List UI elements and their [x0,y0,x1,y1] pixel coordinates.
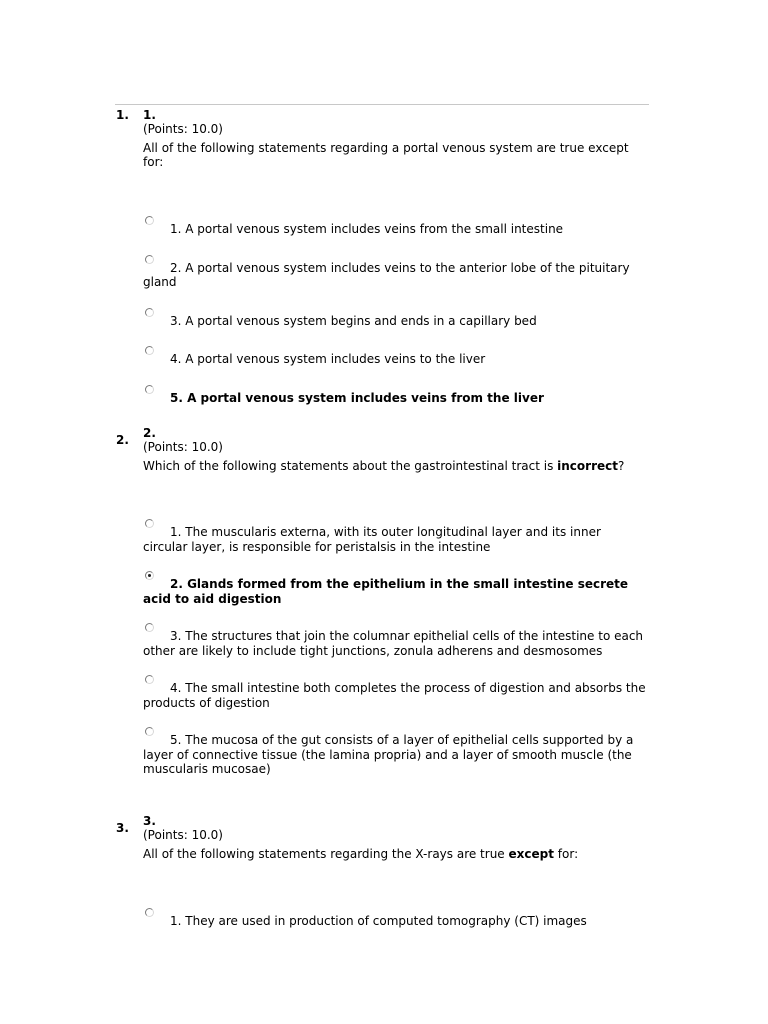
question-2 [143,426,648,473]
question-3-title: 3. [143,814,156,828]
question-2-choice-4[interactable] [143,681,648,710]
question-1 [143,108,648,169]
radio-button[interactable] [145,623,154,632]
question-3-stem [143,847,648,861]
question-3-choice-1[interactable] [143,914,648,929]
question-2-number: 2. [116,433,129,447]
choice-label: 3. A portal venous system begins and ends in a capillary bed [170,313,537,328]
choice-label: 1. The muscularis externa, with its outer longitudinal layer and its inner circular layer, is responsible for peristalsis in the intestine [143,525,601,554]
radio-button[interactable] [145,385,154,394]
question-1-title: 1. [143,108,156,122]
question-1-choice-1[interactable] [143,222,648,237]
question-2-points: (Points: 10.0) [143,440,223,454]
question-2-choice-1[interactable] [143,525,648,554]
radio-button[interactable] [145,727,154,736]
question-1-choice-3[interactable] [143,314,648,329]
question-1-choices [143,222,648,405]
question-3-stem-text: All of the following statements regarding the X-rays are true [143,847,509,861]
radio-button-selected[interactable] [145,571,154,580]
question-3-points: (Points: 10.0) [143,828,223,842]
radio-button[interactable] [145,308,154,317]
question-1-points: (Points: 10.0) [143,122,223,136]
radio-button[interactable] [145,346,154,355]
question-2-title: 2. [143,426,156,440]
choice-label: 4. The small intestine both completes the process of digestion and absorbs the products of digestion [143,681,646,710]
radio-button[interactable] [145,675,154,684]
question-2-stem-emphasis: incorrect [557,459,618,473]
question-3 [143,814,648,861]
question-1-choice-5[interactable] [143,391,648,406]
question-1-choice-2[interactable] [143,261,648,290]
question-3-stem-emphasis: except [508,847,554,861]
question-2-stem-text: Which of the following statements about the gastrointestinal tract is [143,459,558,473]
question-2-choice-5[interactable] [143,733,648,777]
choice-label: 2. Glands formed from the epithelium in the small intestine secrete acid to aid digestion [143,577,629,606]
question-1-choice-4[interactable] [143,352,648,367]
question-2-stem-tail: ? [617,459,625,473]
question-3-choices [143,914,648,929]
radio-button[interactable] [145,255,154,264]
choice-label: 1. A portal venous system includes veins from the small intestine [170,222,564,236]
top-divider [115,104,649,105]
radio-button[interactable] [145,908,154,917]
choice-label: 5. A portal venous system includes veins from the liver [170,390,544,405]
radio-button[interactable] [145,519,154,528]
choice-label: 5. The mucosa of the gut consists of a layer of epithelial cells supported by a layer of connective tissue (the lamina propria) and a layer of smooth muscle (the muscularis mucosae) [143,733,634,776]
choice-label: 2. A portal venous system includes veins to the anterior lobe of the pituitary gland [143,260,630,289]
radio-button[interactable] [145,216,154,225]
question-2-choices [143,525,648,777]
choice-label: 4. A portal venous system includes veins to the liver [170,352,486,366]
question-2-choice-2[interactable] [143,577,648,606]
question-3-stem-tail: for: [553,847,579,861]
question-1-stem-text: All of the following statements regarding a portal venous system are true except for: [143,141,629,169]
question-2-stem [143,459,648,473]
question-1-number: 1. [116,108,129,122]
question-3-number: 3. [116,821,129,835]
question-2-choice-3[interactable] [143,629,648,658]
question-1-stem [143,141,648,169]
choice-label: 1. They are used in production of computed tomography (CT) images [170,914,587,928]
choice-label: 3. The structures that join the columnar epithelial cells of the intestine to each other are likely to include tight junctions, zonula adherens and desmosomes [143,629,644,658]
